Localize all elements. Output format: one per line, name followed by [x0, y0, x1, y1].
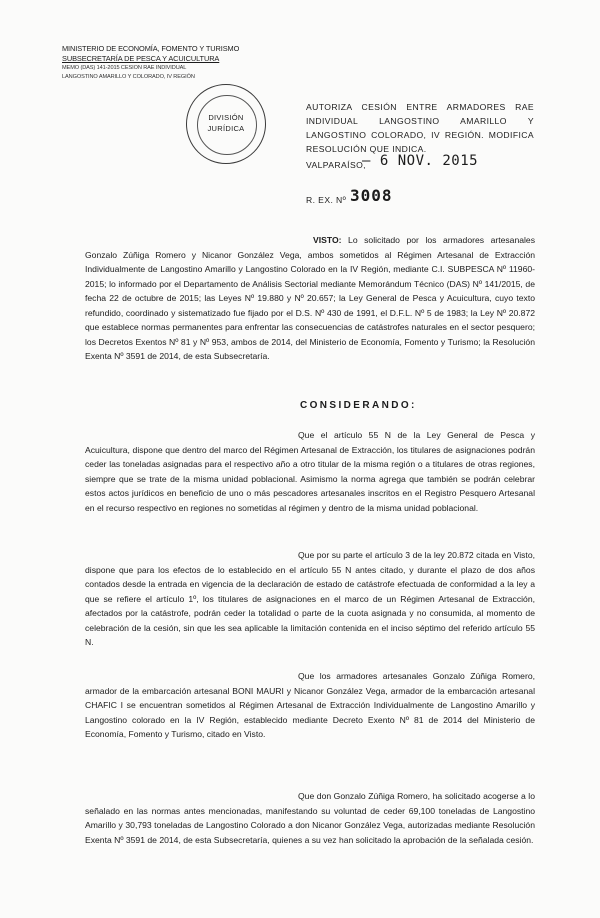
stamp-line-2: JURÍDICA [207, 124, 245, 133]
visto-paragraph [85, 233, 535, 364]
rex-number: 3008 [350, 186, 393, 205]
letterhead [62, 44, 312, 81]
rex-label: R. EX. Nº [306, 195, 347, 205]
considerando-heading: CONSIDERANDO: [300, 400, 417, 411]
resolution-subject: AUTORIZA CESIÓN ENTRE ARMADORES RAE INDIVIDUAL LANGOSTINO AMARILLO Y LANGOSTINO COLORADO, IV REGIÓN. MODIFICA RESOLUCIÓN QUE INDICA. [306, 102, 534, 154]
subsecretaria-name: SUBSECRETARÍA DE PESCA Y ACUICULTURA [62, 54, 220, 63]
considerando-paragraph-2: Que por su parte el artículo 3 de la ley 20.872 citada en Visto, dispone que para los efectos de lo establecido en el artículo 55 N antes citado, y durante el plazo de dos años contados desde la entrada en vigencia de la declaración de estado de catástrofe efectuada de conformidad a la ley a que se refiere el artículo 1º, los titulares de asignaciones en el marco de un Régimen Artesanal de Extracción, afectados por la catástrofe, podrán ceder la totalidad o parte de la cuota asignada y no consumida, al momento de celebración de la cesión, sin que les sea aplicable la limitación contenida en el inciso séptimo del referido artículo 55 N. [85, 550, 535, 647]
place-label: VALPARAÍSO, [306, 160, 366, 170]
resolution-date: – 6 NOV. 2015 [362, 153, 479, 169]
memo-reference: MEMO (DAS) 141-2015 CESION RAE INDIVIDUAL [62, 65, 187, 71]
species-reference: LANGOSTINO AMARILLO Y COLORADO, IV REGIÓN [62, 73, 195, 80]
considerando-paragraph-4: Que don Gonzalo Zúñiga Romero, ha solicitado acogerse a lo señalado en las normas antes mencionadas, manifestando su voluntad de ceder 69,100 toneladas de Langostino Amarillo y 30,793 toneladas de Langostino Colorado a don Nicanor González Vega, autorizadas mediante Resolución Exenta Nº 3591 de 2014, de esta Subsecretaría, quienes a su vez han solicitado la aprobación de la señalada cesión. [85, 791, 535, 845]
considerando-paragraph-3: Que los armadores artesanales Gonzalo Zúñiga Romero, armador de la embarcación artesanal BONI MAURI y Nicanor González Vega, armador de la embarcación artesanal CHAFIC I se encuentran sometidos al Régimen Artesanal de Extracción Individualmente de Langostino Amarillo y Langostino colorado en la IV Región, establecido mediante Decreto Exento Nº 81 de 2014 del Ministerio de Economía, Fomento y Turismo, citado en Visto. [85, 671, 535, 739]
visto-label: VISTO: [313, 235, 342, 245]
stamp-line-1: DIVISIÓN [208, 113, 244, 122]
division-juridica-stamp [186, 84, 266, 164]
ministry-name: MINISTERIO DE ECONOMÍA, FOMENTO Y TURISMO [62, 44, 240, 53]
visto-text: Lo solicitado por los armadores artesanales Gonzalo Zúñiga Romero y Nicanor González Vega, ambos sometidos al Régimen Artesanal de Extracción Individualmente de Langostino Amarillo y Langostino Colorado en la IV Región, mediante C.I. SUBPESCA Nº 11960-2015; lo informado por el Departamento de Análisis Sectorial mediante Memorándum Técnico (DAS) Nº 141/2015, de fecha 22 de octubre de 2015; las Leyes Nº 19.880 y Nº 20.657; la Ley General de Pesca y Acuicultura, cuyo texto refundido, coordinado y sistematizado fue fijado por el D.S. Nº 430 de 1991, el D.F.L. Nº 5 de 1983; la Ley Nº 20.872 que establece normas permanentes para enfrentar las consecuencias de catástrofes naturales en el sector pesquero; los Decretos Exentos Nº 81 y Nº 953, ambos de 2014, del Ministerio de Economía, Fomento y Turismo; la Resolución Exenta Nº 3591 de 2014, de esta Subsecretaría. [85, 235, 535, 361]
considerando-paragraph-1: Que el artículo 55 N de la Ley General de Pesca y Acuicultura, dispone que dentro del marco del Régimen Artesanal de Extracción, los titulares de asignaciones podrán ceder las toneladas asignadas para el respectivo año a otro titular de la misma región o a titulares de otras regiones, siempre que se trate de la misma unidad poblacional. Asimismo la norma agrega que también se podrán celebrar estos actos jurídicos en beneficio de uno o más pescadores artesanales inscritos en el Registro Pesquero Artesanal en el recurso respectivo en regiones no sometidas al régimen y dentro de la misma unidad poblacional. [85, 430, 535, 513]
